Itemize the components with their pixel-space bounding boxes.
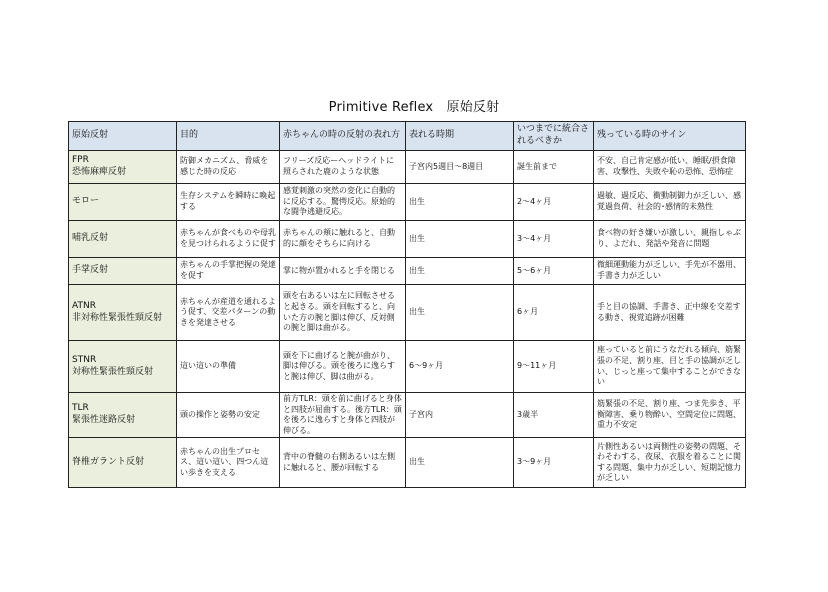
reflex-name: 脊椎ガラント反射 — [72, 456, 145, 467]
table-row — [69, 438, 746, 488]
reflex-name-cell — [69, 393, 177, 438]
integrate-by-cell: 誕生前まで — [514, 151, 594, 184]
reflex-name-cell — [69, 184, 177, 221]
purpose-cell: 生存システムを瞬時に喚起する — [177, 184, 280, 221]
reflex-name: STNR — [72, 354, 97, 365]
baby-response-cell: 背中の脊髄の右側あるいは左側に触れると、腰が回転する — [280, 438, 406, 488]
baby-response-cell: フリーズ反応ーヘッドライトに照らされた鹿のような状態 — [280, 151, 406, 184]
retained-signs-cell: 片側性あるいは両側性の姿勢の問題、そわそわする、夜尿、衣服を着ることに関する問題、集中力が乏しい、短期記憶力が乏しい — [594, 438, 746, 488]
appears-cell: 出生 — [406, 438, 514, 488]
retained-signs-cell: 手と目の協調、手書き、正中線を交差する動き、視覚追跡が困難 — [594, 285, 746, 341]
reflex-name: ATNR — [72, 300, 96, 311]
integrate-by-cell: 9〜11ヶ月 — [514, 341, 594, 393]
col-header-integrate-by: いつまでに統合されるべきか — [514, 122, 594, 151]
appears-cell: 出生 — [406, 285, 514, 341]
appears-cell: 出生 — [406, 221, 514, 258]
retained-signs-cell: 不安、自己肯定感が低い、睡眠/摂食障害、攻撃性、失敗や恥の恐怖、恐怖症 — [594, 151, 746, 184]
reflex-name-cell — [69, 151, 177, 184]
baby-response-cell: 頭を下に曲げると腕が曲がり、脚は伸びる。頭を後ろに逸らすと腕は伸び、脚は曲がる。 — [280, 341, 406, 393]
reflex-name: 非対称性緊張性頸反射 — [72, 312, 163, 323]
purpose-cell: 防御メカニズム、脅威を感じた時の反応 — [177, 151, 280, 184]
table-header-row — [69, 122, 746, 151]
retained-signs-cell: 食べ物の好き嫌いが激しい、親指しゃぶり、よだれ、発話や発音に問題 — [594, 221, 746, 258]
reflex-name: FPR — [72, 155, 89, 166]
appears-cell: 子宮内 — [406, 393, 514, 438]
purpose-cell: 赤ちゃんが産道を通れるよう促す、交差パターンの動きを発達させる — [177, 285, 280, 341]
reflex-name: 哺乳反射 — [72, 233, 109, 244]
page-title: Primitive Reflex 原始反射 — [328, 100, 500, 115]
reflex-table — [68, 121, 746, 488]
col-header-purpose: 目的 — [177, 122, 280, 151]
reflex-name: モロー — [72, 196, 100, 207]
baby-response-cell: 赤ちゃんの頬に触れると、自動的に顔をそちらに向ける — [280, 221, 406, 258]
retained-signs-cell: 座っていると前にうなだれる傾向、筋緊張の不足、割り座、目と手の協調が乏しい、じっと座って集中することができない — [594, 341, 746, 393]
baby-response-cell: 前方TLR：頭を前に曲げると身体と四肢が屈曲する。後方TLR：頭を後ろに逸らすと身体と四肢が伸びる。 — [280, 393, 406, 438]
reflex-name: 対称性緊張性頸反射 — [72, 366, 154, 377]
col-header-baby-response: 赤ちゃんの時の反射の表れ方 — [280, 122, 406, 151]
table-row — [69, 184, 746, 221]
purpose-cell: 這い這いの準備 — [177, 341, 280, 393]
baby-response-cell: 頭を右あるいは左に回転させると起きる。頭を回転すると、向いた方の腕と脚は伸び、反対側の腕と脚は曲がる。 — [280, 285, 406, 341]
reflex-name: TLR — [72, 403, 89, 414]
reflex-name-cell — [69, 258, 177, 285]
reflex-name-cell — [69, 221, 177, 258]
table-row — [69, 341, 746, 393]
retained-signs-cell: 筋緊張の不足、割り座、つま先歩き、平衡障害、乗り物酔い、空間定位に問題、重力不安定 — [594, 393, 746, 438]
integrate-by-cell: 5〜6ヶ月 — [514, 258, 594, 285]
reflex-name: 緊張性迷路反射 — [72, 415, 136, 426]
appears-cell: 6〜9ヶ月 — [406, 341, 514, 393]
table-row — [69, 393, 746, 438]
table-row — [69, 151, 746, 184]
table-row — [69, 285, 746, 341]
table-row — [69, 258, 746, 285]
purpose-cell: 頭の操作と姿勢の安定 — [177, 393, 280, 438]
retained-signs-cell: 過敏、過反応、衝動制御力が乏しい、感覚過負荷、社会的･感情的未熟性 — [594, 184, 746, 221]
col-header-retained-signs: 残っている時のサイン — [594, 122, 746, 151]
purpose-cell: 赤ちゃんの出生プロセス、這い這い、四つん這い歩きを支える — [177, 438, 280, 488]
integrate-by-cell: 3〜9ヶ月 — [514, 438, 594, 488]
table-body — [69, 151, 746, 488]
retained-signs-cell: 微細運動能力が乏しい、手先が不器用、手書き力が乏しい — [594, 258, 746, 285]
table-row — [69, 221, 746, 258]
integrate-by-cell: 2〜4ヶ月 — [514, 184, 594, 221]
purpose-cell: 赤ちゃんが食べものや母乳を見つけられるように促す — [177, 221, 280, 258]
integrate-by-cell: 3〜4ヶ月 — [514, 221, 594, 258]
reflex-name-cell — [69, 341, 177, 393]
reflex-name: 手掌反射 — [72, 265, 109, 276]
baby-response-cell: 感覚刺激の突然の変化に自動的に反応する。驚愕反応。原始的な闘争逃避反応。 — [280, 184, 406, 221]
integrate-by-cell: 3歳半 — [514, 393, 594, 438]
appears-cell: 出生 — [406, 184, 514, 221]
col-header-reflex: 原始反射 — [69, 122, 177, 151]
appears-cell: 子宮内5週目〜8週目 — [406, 151, 514, 184]
integrate-by-cell: 6ヶ月 — [514, 285, 594, 341]
reflex-name: 恐怖麻痺反射 — [72, 167, 127, 177]
appears-cell: 出生 — [406, 258, 514, 285]
reflex-name-cell — [69, 438, 177, 488]
purpose-cell: 赤ちゃんの手掌把握の発達を促す — [177, 258, 280, 285]
baby-response-cell: 掌に物が置かれると手を閉じる — [280, 258, 406, 285]
reflex-name-cell — [69, 285, 177, 341]
col-header-appears: 表れる時期 — [406, 122, 514, 151]
